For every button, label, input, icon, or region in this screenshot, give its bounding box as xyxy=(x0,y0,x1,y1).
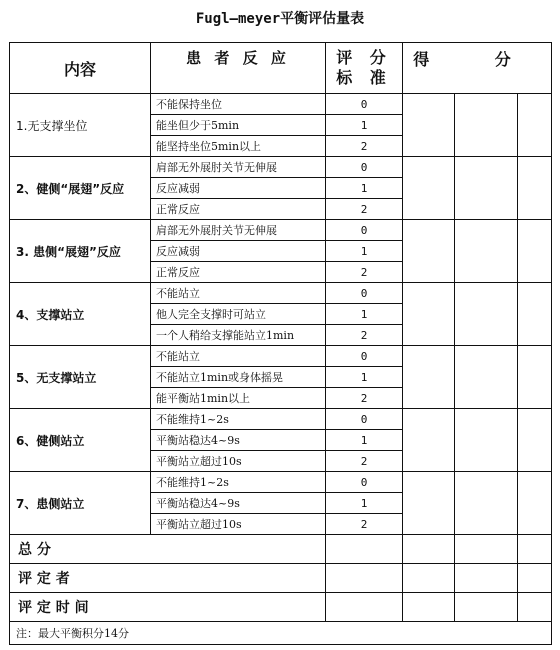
total-score-entry-2[interactable] xyxy=(455,535,518,564)
score-standard: 2 xyxy=(326,514,403,535)
score-standard: 0 xyxy=(326,94,403,115)
response-option: 能坐但少于5min xyxy=(151,115,326,136)
response-option: 反应减弱 xyxy=(151,178,326,199)
score-entry-2[interactable] xyxy=(455,409,518,472)
score-entry-1[interactable] xyxy=(403,346,455,409)
score-entry-2[interactable] xyxy=(455,472,518,535)
score-standard: 1 xyxy=(326,304,403,325)
total-score-entry-1[interactable] xyxy=(403,535,455,564)
score-entry-2[interactable] xyxy=(455,94,518,157)
score-standard: 0 xyxy=(326,220,403,241)
header-standard xyxy=(326,43,403,94)
header-standard-line2: 标 准 xyxy=(336,68,392,87)
assessment-time-entry-1[interactable] xyxy=(403,593,455,622)
score-standard: 2 xyxy=(326,451,403,472)
score-entry-1[interactable] xyxy=(403,94,455,157)
score-entry-1[interactable] xyxy=(403,157,455,220)
score-entry-3[interactable] xyxy=(518,346,552,409)
item-name: 1.无支撑坐位 xyxy=(10,94,151,157)
total-score-entry-3[interactable] xyxy=(518,535,552,564)
score-entry-1[interactable] xyxy=(403,220,455,283)
item-row xyxy=(10,283,552,304)
response-option: 不能维持1~2s xyxy=(151,472,326,493)
response-option: 能坚持坐位5min以上 xyxy=(151,136,326,157)
score-entry-3[interactable] xyxy=(518,283,552,346)
response-option: 不能站立 xyxy=(151,346,326,367)
response-option: 不能站立 xyxy=(151,283,326,304)
assessment-time-entry-3[interactable] xyxy=(518,593,552,622)
response-option: 平衡站立超过10s xyxy=(151,451,326,472)
assessor-entry-3[interactable] xyxy=(518,564,552,593)
score-entry-1[interactable] xyxy=(403,472,455,535)
score-entry-2[interactable] xyxy=(455,220,518,283)
response-option: 他人完全支撑时可站立 xyxy=(151,304,326,325)
score-standard: 1 xyxy=(326,493,403,514)
score-standard: 2 xyxy=(326,262,403,283)
score-standard: 2 xyxy=(326,136,403,157)
item-row xyxy=(10,157,552,178)
item-row xyxy=(10,409,552,430)
score-entry-2[interactable] xyxy=(455,346,518,409)
score-standard: 1 xyxy=(326,367,403,388)
header-response: 患 者 反 应 xyxy=(151,43,326,94)
score-entry-3[interactable] xyxy=(518,220,552,283)
score-standard: 1 xyxy=(326,241,403,262)
response-option: 不能站立1min或身体摇晃 xyxy=(151,367,326,388)
assessor-label: 评 定 者 xyxy=(10,564,326,593)
score-entry-3[interactable] xyxy=(518,472,552,535)
score-entry-2[interactable] xyxy=(455,157,518,220)
response-option: 平衡站稳达4~9s xyxy=(151,430,326,451)
score-standard: 2 xyxy=(326,199,403,220)
score-standard: 1 xyxy=(326,430,403,451)
total-score-label: 总 分 xyxy=(10,535,326,564)
assessor-cell[interactable] xyxy=(326,564,403,593)
header-item: 内容 xyxy=(10,43,151,94)
score-standard: 0 xyxy=(326,409,403,430)
response-option: 不能维持1~2s xyxy=(151,409,326,430)
item-row xyxy=(10,346,552,367)
score-standard: 0 xyxy=(326,472,403,493)
item-name: 3. 患侧“展翅”反应 xyxy=(10,220,151,283)
response-option: 平衡站立超过10s xyxy=(151,514,326,535)
response-option: 平衡站稳达4~9s xyxy=(151,493,326,514)
assessment-time-entry-2[interactable] xyxy=(455,593,518,622)
item-name: 7、患侧站立 xyxy=(10,472,151,535)
score-entry-3[interactable] xyxy=(518,157,552,220)
score-entry-1[interactable] xyxy=(403,409,455,472)
response-option: 正常反应 xyxy=(151,199,326,220)
item-row xyxy=(10,220,552,241)
score-standard: 2 xyxy=(326,388,403,409)
item-name: 2、健侧“展翅”反应 xyxy=(10,157,151,220)
assessment-time-label: 评 定 时 间 xyxy=(10,593,326,622)
score-entry-3[interactable] xyxy=(518,94,552,157)
response-option: 肩部无外展肘关节无伸展 xyxy=(151,157,326,178)
response-option: 不能保持坐位 xyxy=(151,94,326,115)
item-name: 5、无支撑站立 xyxy=(10,346,151,409)
score-standard: 0 xyxy=(326,283,403,304)
response-option: 一个人稍给支撑能站立1min xyxy=(151,325,326,346)
total-score-cell[interactable] xyxy=(326,535,403,564)
response-option: 正常反应 xyxy=(151,262,326,283)
response-option: 肩部无外展肘关节无伸展 xyxy=(151,220,326,241)
item-row xyxy=(10,472,552,493)
score-entry-2[interactable] xyxy=(455,283,518,346)
response-option: 反应减弱 xyxy=(151,241,326,262)
balance-assessment-table xyxy=(9,42,552,645)
assessor-entry-2[interactable] xyxy=(455,564,518,593)
score-standard: 0 xyxy=(326,157,403,178)
score-entry-1[interactable] xyxy=(403,283,455,346)
assessment-time-cell[interactable] xyxy=(326,593,403,622)
form-title: Fugl—meyer平衡评估量表 xyxy=(195,11,365,27)
header-score: 得 分 xyxy=(403,43,552,94)
score-entry-3[interactable] xyxy=(518,409,552,472)
footnote: 注：最大平衡积分14分 xyxy=(10,622,552,645)
item-name: 6、健侧站立 xyxy=(10,409,151,472)
score-standard: 2 xyxy=(326,325,403,346)
item-row xyxy=(10,94,552,115)
response-option: 能平衡站1min以上 xyxy=(151,388,326,409)
assessor-entry-1[interactable] xyxy=(403,564,455,593)
header-standard-line1: 评 分 xyxy=(336,48,392,67)
item-rows xyxy=(10,94,552,535)
score-standard: 1 xyxy=(326,115,403,136)
item-name: 4、支撑站立 xyxy=(10,283,151,346)
score-standard: 0 xyxy=(326,346,403,367)
score-standard: 1 xyxy=(326,178,403,199)
